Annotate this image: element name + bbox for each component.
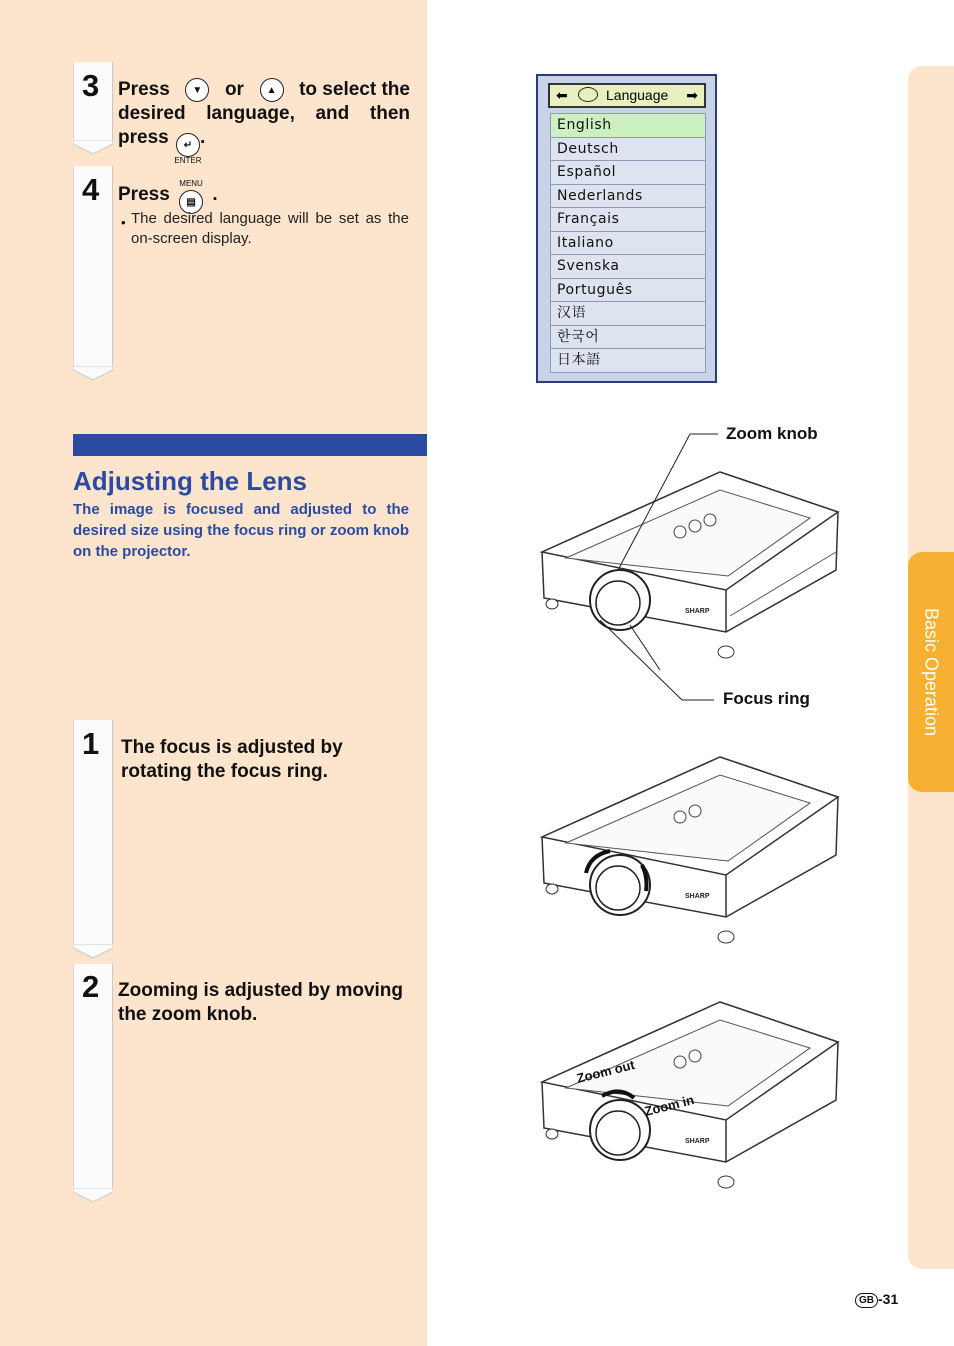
right-arrow-icon: ➡	[686, 87, 698, 103]
side-tab-label: Basic Operation	[921, 607, 942, 737]
focus-ring-label: Focus ring	[723, 689, 810, 708]
left-arrow-icon: ⬅	[556, 87, 568, 103]
press-word-2: press	[118, 127, 169, 148]
language-option[interactable]: 한국어	[550, 326, 706, 350]
up-arrow-button-icon: ▲	[260, 78, 284, 102]
brand-logo-2: SHARP	[685, 893, 710, 900]
language-option[interactable]: 汉语	[550, 302, 706, 326]
step-1-text: The focus is adjusted by rotating the focus ring.	[121, 737, 343, 782]
menu-button-icon: ▤ MENU	[179, 190, 203, 214]
step-2-number: 2	[82, 969, 100, 1004]
step-3-number: 3	[82, 68, 100, 103]
press-word: Press	[118, 79, 170, 100]
language-option[interactable]: Italiano	[550, 232, 706, 256]
step-2-text: Zooming is adjusted by moving the zoom knob.	[118, 980, 404, 1025]
page-number	[855, 1291, 898, 1308]
or-word: or	[224, 79, 244, 100]
language-option[interactable]: Português	[550, 279, 706, 303]
language-option[interactable]: Français	[550, 208, 706, 232]
language-option[interactable]: Deutsch	[550, 138, 706, 162]
language-option[interactable]: English	[550, 113, 706, 138]
step-3-period: .	[199, 127, 206, 148]
language-option[interactable]: Svenska	[550, 255, 706, 279]
step-3-text	[118, 78, 410, 165]
zoom-knob-label: Zoom knob	[726, 424, 818, 443]
brand-logo-1: SHARP	[685, 608, 710, 615]
language-option[interactable]: Nederlands	[550, 185, 706, 209]
select-phrase: to select the	[299, 79, 410, 100]
step-4-period: .	[212, 184, 218, 205]
press-word-3: Press	[118, 184, 170, 205]
step-1-number: 1	[82, 726, 100, 761]
section-header-bar	[73, 434, 427, 456]
step-4-bullet: The desired language will be set as the on-screen display.	[131, 210, 409, 247]
language-option[interactable]: Español	[550, 161, 706, 185]
region-badge: GB	[855, 1293, 878, 1308]
language-list	[550, 113, 706, 373]
enter-button-icon: ↵ ENTER	[176, 133, 200, 157]
section-description: The image is focused and adjusted to the desired size using the focus ring or zoom knob on the projector.	[73, 501, 409, 560]
bullet-dot: •	[121, 215, 126, 230]
focus-leader-line	[600, 620, 720, 710]
language-menu-header	[548, 83, 706, 108]
page-number-value: -31	[878, 1291, 899, 1307]
brand-logo-3: SHARP	[685, 1138, 710, 1145]
zoom-in-label: Zoom in	[642, 1092, 696, 1119]
menu-caption: MENU	[179, 179, 203, 188]
language-menu-screen	[536, 74, 717, 383]
step-3-line-2: desired language, and then	[118, 103, 410, 124]
step-4-number: 4	[82, 172, 100, 207]
zoom-out-label: Zoom out	[575, 1057, 637, 1086]
down-arrow-button-icon: ▼	[185, 78, 209, 102]
language-menu-title: Language	[606, 87, 669, 103]
language-option[interactable]: 日本語	[550, 349, 706, 373]
projector-figure-2	[530, 705, 850, 955]
section-title: Adjusting the Lens	[73, 466, 307, 496]
speech-bubble-icon	[578, 87, 598, 102]
enter-caption: ENTER	[174, 156, 202, 165]
